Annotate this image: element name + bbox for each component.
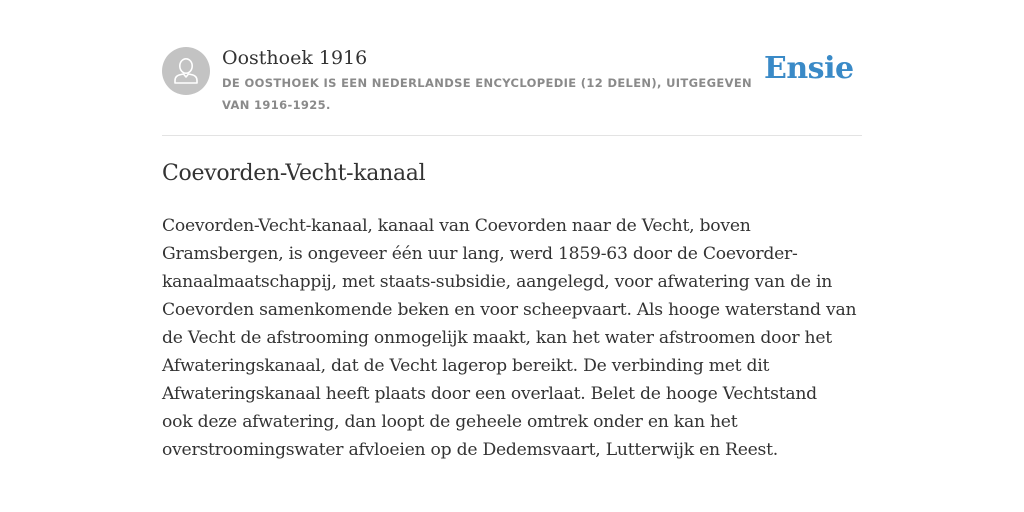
article-body-line: Gramsbergen, is ongeveer één uur lang, werd 1859-63 door de Coevorder- — [162, 244, 798, 264]
source-avatar[interactable] — [162, 47, 210, 95]
article-body-line: kanaalmaatschappij, met staats-subsidie, aangelegd, voor afwatering van de in — [162, 272, 833, 292]
source-title[interactable]: Oosthoek 1916 — [222, 47, 368, 69]
user-silhouette-icon — [162, 47, 210, 95]
source-description: DE OOSTHOEK IS EEN NEDERLANDSE ENCYCLOPEDIE (12 DELEN), UITGEGEVEN VAN 1916-1925. — [222, 76, 753, 112]
article-body-line: Coevorden samenkomende beken en voor scheepvaart. Als hooge waterstand van — [162, 300, 857, 320]
article-body-line: Coevorden-Vecht-kanaal, kanaal van Coevorden naar de Vecht, boven — [162, 216, 751, 236]
article-body-line: de Vecht de afstrooming onmogelijk maakt, kan het water afstroomen door het — [162, 328, 832, 348]
article-body-line: overstroomingswater afvloeien op de Dedemsvaart, Lutterwijk en Reest. — [162, 440, 779, 460]
article-title: Coevorden-Vecht-kanaal — [162, 161, 426, 186]
article-body-line: ook deze afwatering, dan loopt de geheele omtrek onder en kan het — [162, 412, 738, 432]
header-divider — [162, 135, 862, 136]
article-body-line: Afwateringskanaal heeft plaats door een overlaat. Belet de hooge Vechtstand — [162, 384, 817, 404]
ensie-logo[interactable]: Ensie — [764, 51, 854, 86]
article-body-line: Afwateringskanaal, dat de Vecht lagerop bereikt. De verbinding met dit — [162, 356, 770, 376]
article-body — [162, 212, 867, 464]
